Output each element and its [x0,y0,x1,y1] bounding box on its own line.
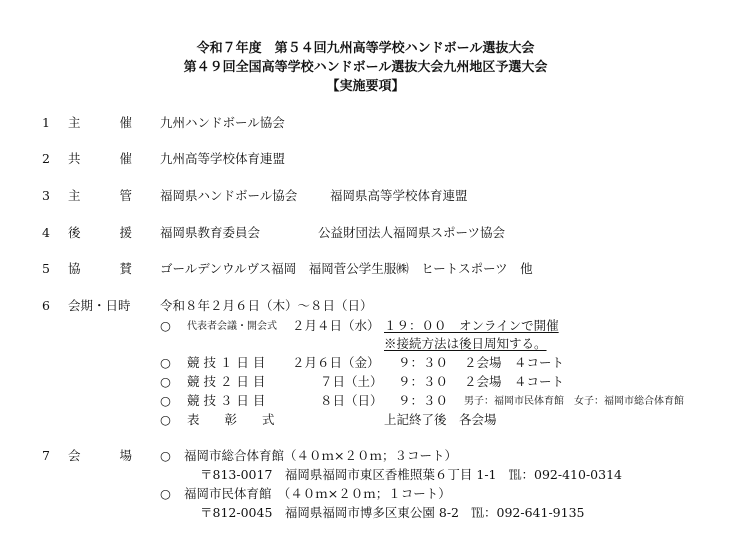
schedule-row-detail: ２会場 ４コート [464,355,565,370]
venue-address: 〒813-0017 福岡県福岡市東区香椎照葉６丁目 1-1 ℡：092-410-0314 [200,467,622,482]
bullet-mark: ○ [160,412,171,427]
section-value: 福岡県ハンドボール協会 [160,188,298,203]
schedule-row-name: 表 彰 式 [187,412,275,427]
section-value-2: 公益財団法人福岡県スポーツ協会 [318,225,506,240]
doc-title-line3: 【実施要項】 [326,79,405,94]
schedule-row-name: 競 技 １ 日 目 [187,355,266,370]
section-number: 1 [42,115,50,130]
bullet-mark: ○ [160,355,171,370]
section-label: 協 賛 [68,261,132,276]
doc-title-line2: 第４９回全国高等学校ハンドボール選抜大会九州地区予選大会 [183,60,548,75]
schedule-row-time: ９：３０ [398,374,449,389]
bullet-mark: ○ [160,374,171,389]
section-value-2: 福岡県高等学校体育連盟 [330,188,468,203]
bullet-mark: ○ [160,393,171,408]
schedule-row-detail: ２会場 ４コート [464,374,565,389]
schedule-period: 令和８年２月６日（木）～８日（日） [160,298,373,313]
section-number: 4 [42,225,50,240]
section-value: 九州ハンドボール協会 [160,115,285,130]
schedule-row-time: １９：００ オンラインで開催 [384,318,559,333]
schedule-row-time: ９：３０ [398,355,449,370]
section-number: 3 [42,188,50,203]
doc-title-line1: 令和７年度 第５４回九州高等学校ハンドボール選抜大会 [196,41,535,56]
schedule-row-name: 競 技 ３ 日 目 [187,393,266,408]
schedule-row-date: ２月６日（金） [292,355,380,370]
section-label: 後 援 [68,225,132,240]
bullet-mark: ○ [160,448,171,463]
section-label: 共 催 [68,151,132,166]
schedule-row-name: 代表者会議・開会式 [187,321,277,332]
schedule-row-detail: 男子：福岡市民体育館 女子：福岡市総合体育館 [464,396,684,407]
section-label: 主 管 [68,188,132,203]
schedule-row-note: ※接続方法は後日周知する。 [384,336,547,351]
section-value: ゴールデンウルヴス福岡 福岡菅公学生服㈱ ヒートスポーツ 他 [160,261,533,276]
bullet-mark: ○ [160,486,171,501]
section-value: 九州高等学校体育連盟 [160,151,286,166]
schedule-row-date: ７日（土） [320,374,383,389]
section-label: 会期・日時 [68,298,131,313]
section-number: 7 [42,448,50,463]
section-number: 5 [42,261,50,276]
schedule-row-detail: 上記終了後 各会場 [384,412,497,427]
bullet-mark: ○ [160,318,171,333]
section-value: 福岡県教育委員会 [160,225,261,240]
schedule-row-time: ９：３０ [398,393,449,408]
section-label: 主 催 [68,115,132,130]
schedule-row-date: ８日（日） [320,393,383,408]
venue-name: 福岡市民体育館 （４０ｍ×２０ｍ；１コート） [184,486,451,501]
schedule-row-name: 競 技 ２ 日 目 [187,374,266,389]
venue-name: 福岡市総合体育館（４０ｍ×２０ｍ；３コート） [184,448,457,463]
section-label: 会 場 [68,448,132,463]
section-number: 6 [42,298,50,313]
schedule-row-date: ２月４日（水） [292,318,380,333]
section-number: 2 [42,151,50,166]
venue-address: 〒812-0045 福岡県福岡市博多区東公園 8-2 ℡：092-641-9135 [200,505,585,520]
